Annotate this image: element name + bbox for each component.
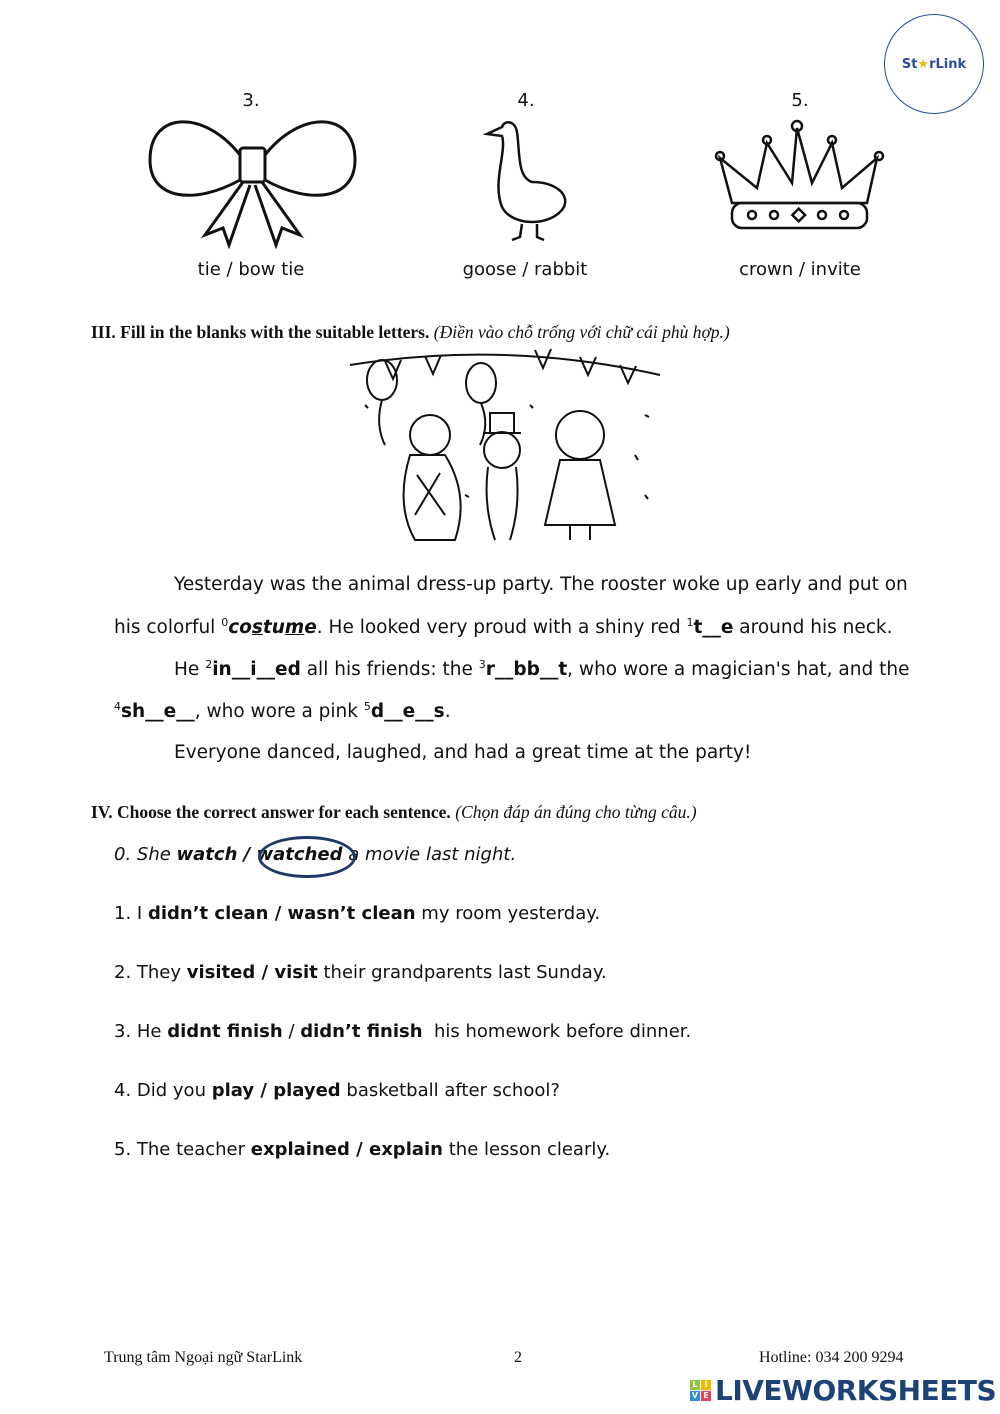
passage-line: Everyone danced, laughed, and had a great time at the party!: [174, 742, 752, 763]
passage-line: He $^2$in__i__ed all his friends: the $^3$r__bb__t, who wore a magician's hat, and the: [174, 658, 910, 681]
blank-2[interactable]: in__i__ed: [212, 659, 301, 681]
option-selected[interactable]: watched: [256, 844, 343, 865]
passage-line: his colorful $^0$costume. He looked very proud with a shiny red $^1$t__e around his neck.: [114, 616, 893, 639]
option[interactable]: played: [273, 1080, 341, 1101]
example-answer: costume: [228, 617, 317, 639]
starlink-logo: St ★ rLink: [884, 14, 984, 114]
picture-caption: tie / bow tie: [197, 259, 305, 280]
hotline: Hotline: 034 200 9294: [759, 1349, 904, 1366]
bow-tie-icon: [145, 110, 360, 250]
question-0: 0. She watch / watched a movie last night.: [114, 844, 517, 865]
option[interactable]: didnt finish: [167, 1021, 283, 1042]
question-1: 1. I didn’t clean / wasn’t clean my room yesterday.: [114, 903, 601, 924]
option[interactable]: didn’t finish: [300, 1021, 423, 1042]
blank-4[interactable]: sh__e__: [121, 701, 195, 723]
picture-caption: goose / rabbit: [462, 259, 588, 280]
goose-icon: [482, 112, 572, 244]
option[interactable]: play: [211, 1080, 255, 1101]
option[interactable]: visited: [186, 962, 256, 983]
section-4-heading: IV. Choose the correct answer for each sentence. (Chọn đáp án đúng cho từng câu.): [91, 802, 697, 822]
crown-icon: [712, 118, 887, 243]
liveworksheets-logo: L I V E LIVEWORKSHEETS: [691, 1374, 997, 1407]
picture-caption: crown / invite: [739, 259, 861, 280]
picture-number: 5.: [791, 90, 809, 111]
selected-answer-circle: [258, 836, 356, 878]
picture-number: 3.: [242, 90, 260, 111]
live-tiles-icon: L I V E: [690, 1380, 711, 1401]
animal-party-illustration: [345, 345, 665, 555]
option[interactable]: explained: [250, 1139, 350, 1160]
passage-line: $^4$sh__e__, who wore a pink $^5$d__e__s.: [114, 700, 451, 723]
option[interactable]: didn’t clean: [147, 903, 269, 924]
section-3-heading: III. Fill in the blanks with the suitable letters. (Điền vào chỗ trống với chữ cái phù hợp.): [91, 322, 730, 342]
star-icon: ★: [917, 56, 930, 72]
blank-1[interactable]: t__e: [693, 617, 734, 639]
passage-line: Yesterday was the animal dress-up party. The rooster woke up early and put on: [174, 574, 908, 595]
picture-number: 4.: [517, 90, 535, 111]
option[interactable]: watch: [176, 844, 238, 865]
option[interactable]: wasn’t clean: [287, 903, 416, 924]
option[interactable]: visit: [274, 962, 318, 983]
question-5: 5. The teacher explained / explain the lesson clearly.: [114, 1139, 611, 1160]
option[interactable]: explain: [368, 1139, 443, 1160]
blank-3[interactable]: r__bb__t: [485, 659, 568, 681]
blank-5[interactable]: d__e__s: [370, 701, 445, 723]
question-3: 3. He didnt finish / didn’t finish his homework before dinner.: [114, 1021, 692, 1042]
question-2: 2. They visited / visit their grandparents last Sunday.: [114, 962, 607, 983]
question-4: 4. Did you play / played basketball after school?: [114, 1080, 560, 1101]
page-number: 2: [514, 1349, 522, 1366]
footer-center-name: Trung tâm Ngoại ngữ StarLink: [104, 1349, 303, 1366]
